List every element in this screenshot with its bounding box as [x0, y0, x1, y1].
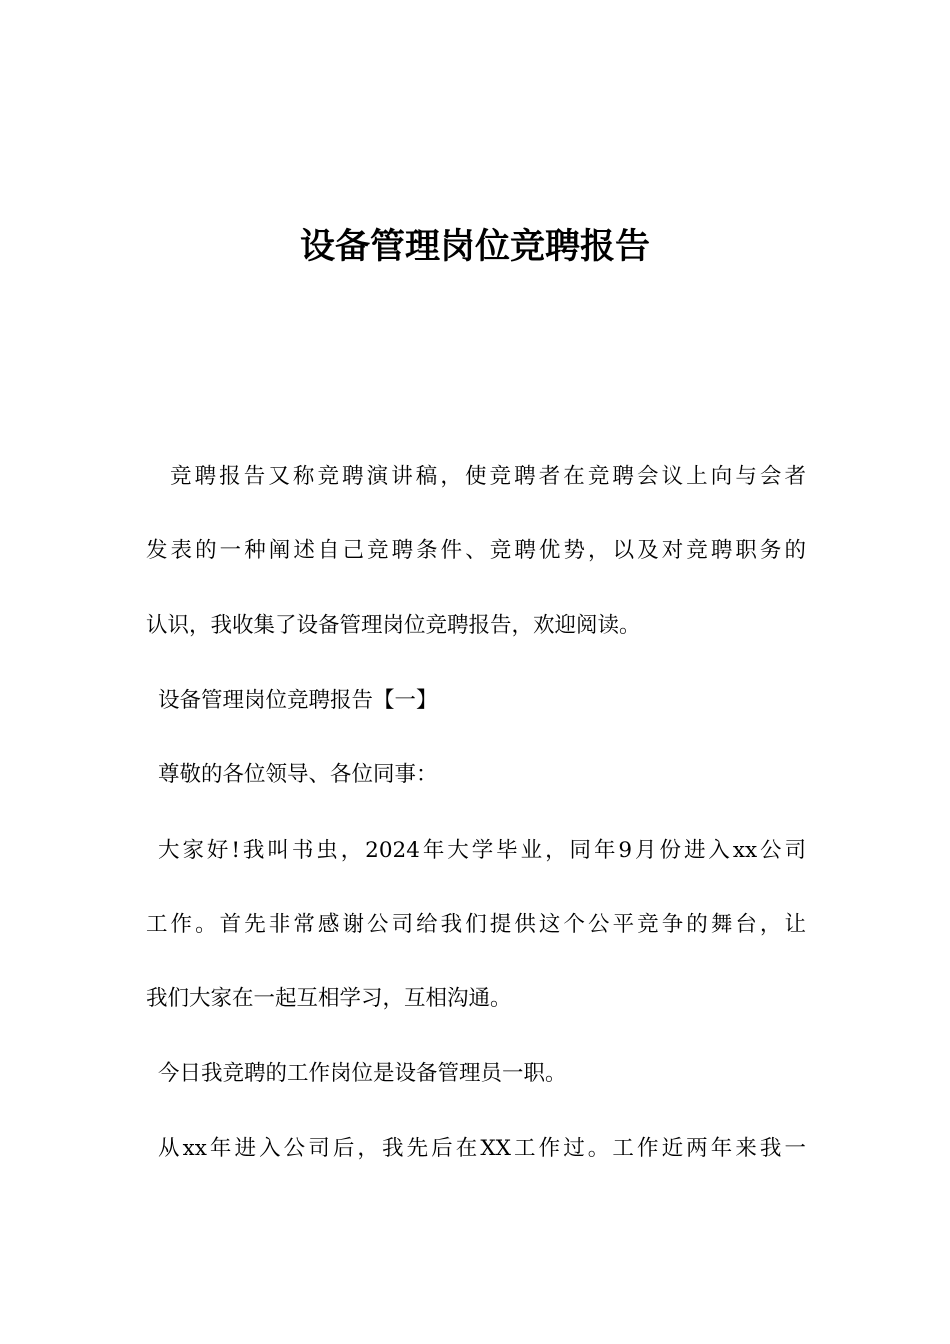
section-heading: 设备管理岗位竞聘报告【一】 [158, 688, 438, 713]
paragraph-line: 今日我竞聘的工作岗位是设备管理员一职。 [158, 1061, 567, 1086]
paragraph-line: 认识，我收集了设备管理岗位竞聘报告，欢迎阅读。 [146, 613, 641, 638]
paragraph-line: 发表的一种阐述自己竞聘条件、竞聘优势，以及对竞聘职务的 [146, 538, 806, 563]
paragraph-line: 我们大家在一起互相学习，互相沟通。 [146, 986, 512, 1011]
paragraph-line: 竞聘报告又称竞聘演讲稿，使竞聘者在竞聘会议上向与会者 [170, 464, 806, 489]
paragraph-line: 工作。首先非常感谢公司给我们提供这个公平竞争的舞台，让 [146, 912, 806, 937]
salutation: 尊敬的各位领导、各位同事： [158, 762, 438, 787]
paragraph-line: 从xx年进入公司后，我先后在XX工作过。工作近两年来我一 [158, 1136, 806, 1161]
paragraph-line: 大家好!我叫书虫，2024年大学毕业，同年9月份进入xx公司 [158, 838, 806, 863]
document-title: 设备管理岗位竞聘报告 [299, 227, 650, 267]
